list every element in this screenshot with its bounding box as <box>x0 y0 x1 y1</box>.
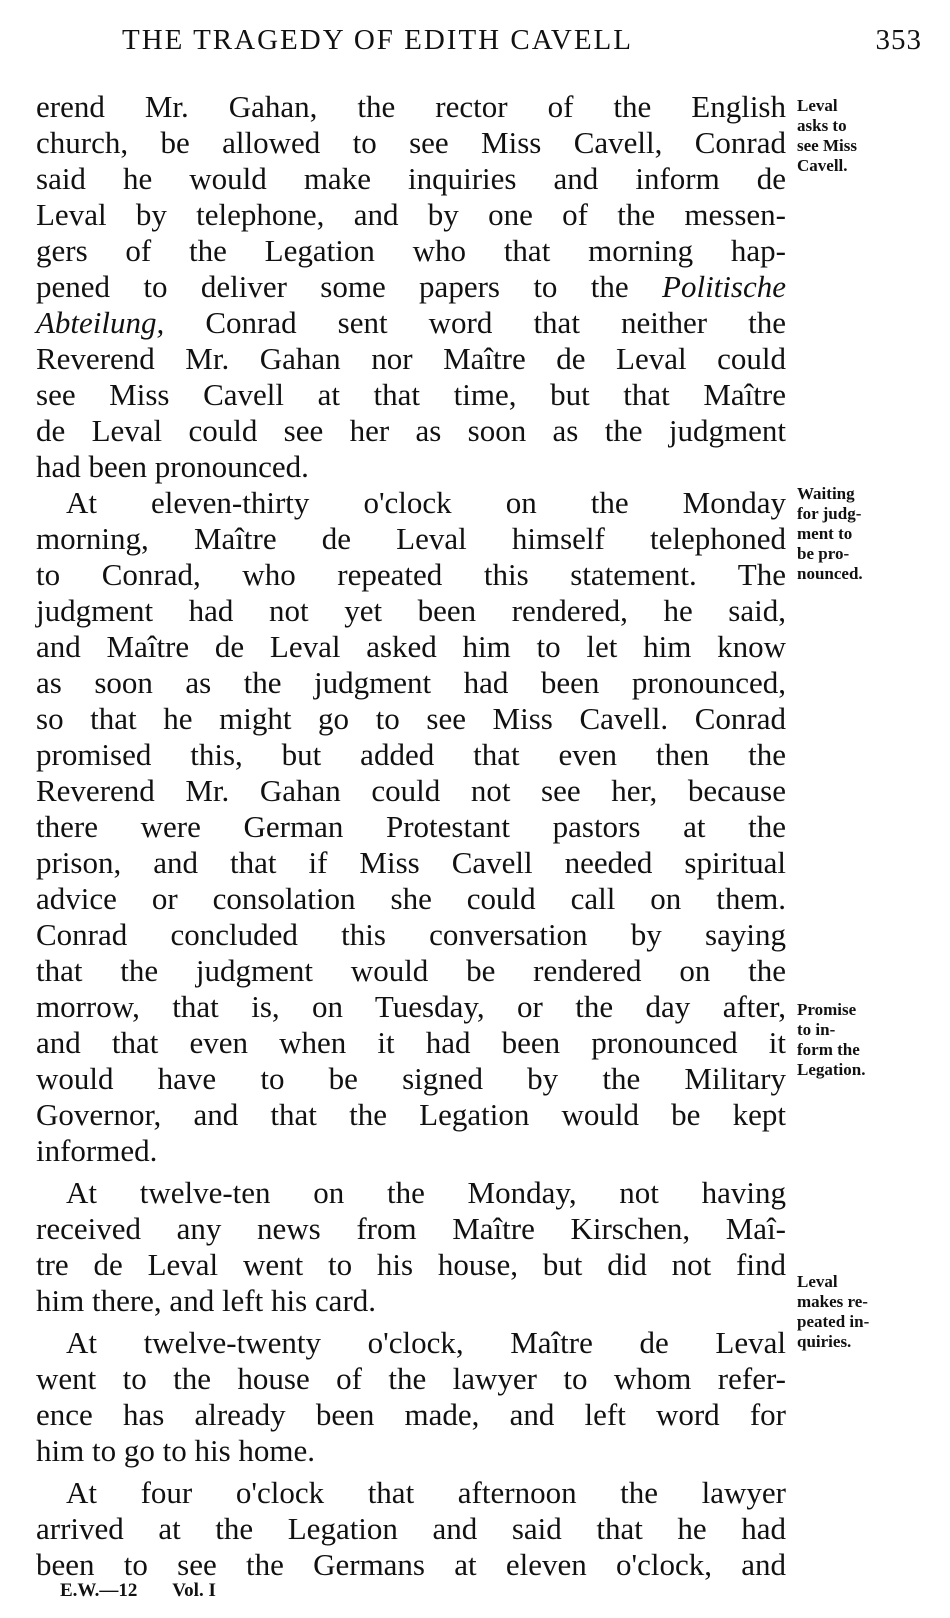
paragraph <box>36 1175 786 1319</box>
text-line: At four o'clock that afternoon the lawyer <box>66 1475 786 1510</box>
text-line: Leval by telephone, and by one of the messen- <box>36 197 786 232</box>
signature-mark: E.W.—12 <box>60 1580 138 1601</box>
margin-note-line: Leval <box>797 1272 838 1291</box>
text-segment: pened to deliver some papers to the <box>36 269 629 304</box>
text-line: Conrad concluded this conversation by saying <box>36 917 786 952</box>
text-line: At eleven-thirty o'clock on the Monday <box>66 485 786 520</box>
margin-note-line: form the <box>797 1040 860 1059</box>
text-line: had been pronounced. <box>36 449 309 484</box>
margin-note-line: peated in- <box>797 1312 870 1331</box>
text-line: him to go to his home. <box>36 1433 315 1468</box>
text-line: went to the house of the lawyer to whom refer- <box>36 1361 786 1396</box>
running-title: THE TRAGEDY OF EDITH CAVELL <box>122 24 633 56</box>
margin-note <box>797 1000 937 1080</box>
paragraph <box>36 89 786 485</box>
text-line: informed. <box>36 1133 158 1168</box>
paragraph <box>36 1475 786 1583</box>
margin-note-line: Waiting <box>797 484 855 503</box>
margin-note-line: be pro- <box>797 544 850 563</box>
margin-note-line: see Miss <box>797 136 857 155</box>
margin-note-line: makes re- <box>797 1292 868 1311</box>
volume-mark: Vol. I <box>172 1580 216 1601</box>
margin-note <box>797 96 937 176</box>
text-line: morrow, that is, on Tuesday, or the day after, <box>36 989 786 1024</box>
text-line: to Conrad, who repeated this statement. The <box>36 557 786 592</box>
text-line: judgment had not yet been rendered, he said, <box>36 593 786 628</box>
text-line: as soon as the judgment had been pronounced, <box>36 665 786 700</box>
text-line <box>36 305 786 341</box>
text-line: said he would make inquiries and inform de <box>36 161 786 196</box>
page-number: 353 <box>875 24 922 56</box>
text-line: and that even when it had been pronounced it <box>36 1025 786 1060</box>
text-line: been to see the Germans at eleven o'clock, and <box>36 1547 786 1582</box>
margin-note-line: Legation. <box>797 1060 866 1079</box>
margin-note-line: for judg- <box>797 504 862 523</box>
margin-note-line: to in- <box>797 1020 836 1039</box>
text-line: promised this, but added that even then the <box>36 737 786 772</box>
text-line: him there, and left his card. <box>36 1283 377 1318</box>
text-line: that the judgment would be rendered on the <box>36 953 786 988</box>
running-head <box>122 24 922 64</box>
text-line: tre de Leval went to his house, but did not find <box>36 1247 786 1282</box>
body-text <box>36 89 786 1583</box>
margin-note <box>797 1272 937 1352</box>
text-line: and Maître de Leval asked him to let him know <box>36 629 786 664</box>
text-line: ence has already been made, and left word for <box>36 1397 786 1432</box>
margin-note-line: Leval <box>797 96 838 115</box>
text-line: received any news from Maître Kirschen, Maî- <box>36 1211 786 1246</box>
margin-note-line: quiries. <box>797 1332 852 1351</box>
text-line: see Miss Cavell at that time, but that Maître <box>36 377 786 412</box>
text-line: so that he might go to see Miss Cavell. Conrad <box>36 701 786 736</box>
margin-note-line: ment to <box>797 524 853 543</box>
text-segment: Conrad sent word that neither the <box>205 305 786 340</box>
italic-term: Politische <box>662 269 786 304</box>
text-line: erend Mr. Gahan, the rector of the English <box>36 89 786 124</box>
text-line: gers of the Legation who that morning hap- <box>36 233 786 268</box>
text-line: At twelve-twenty o'clock, Maître de Leval <box>66 1325 786 1360</box>
text-line: church, be allowed to see Miss Cavell, Conrad <box>36 125 786 160</box>
text-line: advice or consolation she could call on them. <box>36 881 786 916</box>
text-line: would have to be signed by the Military <box>36 1061 786 1096</box>
margin-note-line: asks to <box>797 116 847 135</box>
margin-note-line: Promise <box>797 1000 857 1019</box>
margin-note-line: Cavell. <box>797 156 848 175</box>
text-line: there were German Protestant pastors at the <box>36 809 786 844</box>
text-line: morning, Maître de Leval himself telephoned <box>36 521 786 556</box>
text-line: At twelve-ten on the Monday, not having <box>66 1175 786 1210</box>
text-line: Reverend Mr. Gahan could not see her, because <box>36 773 786 808</box>
italic-term: Abteilung, <box>36 305 165 340</box>
paragraph <box>36 485 786 1169</box>
text-line: prison, and that if Miss Cavell needed spiritual <box>36 845 786 880</box>
text-line: Reverend Mr. Gahan nor Maître de Leval could <box>36 341 786 376</box>
margin-note <box>797 484 937 584</box>
text-line <box>36 269 786 305</box>
page-footer <box>60 1580 216 1602</box>
margin-note-line: nounced. <box>797 564 863 583</box>
text-line: arrived at the Legation and said that he had <box>36 1511 786 1546</box>
paragraph <box>36 1325 786 1469</box>
text-line: de Leval could see her as soon as the judgment <box>36 413 786 448</box>
text-line: Governor, and that the Legation would be kept <box>36 1097 786 1132</box>
